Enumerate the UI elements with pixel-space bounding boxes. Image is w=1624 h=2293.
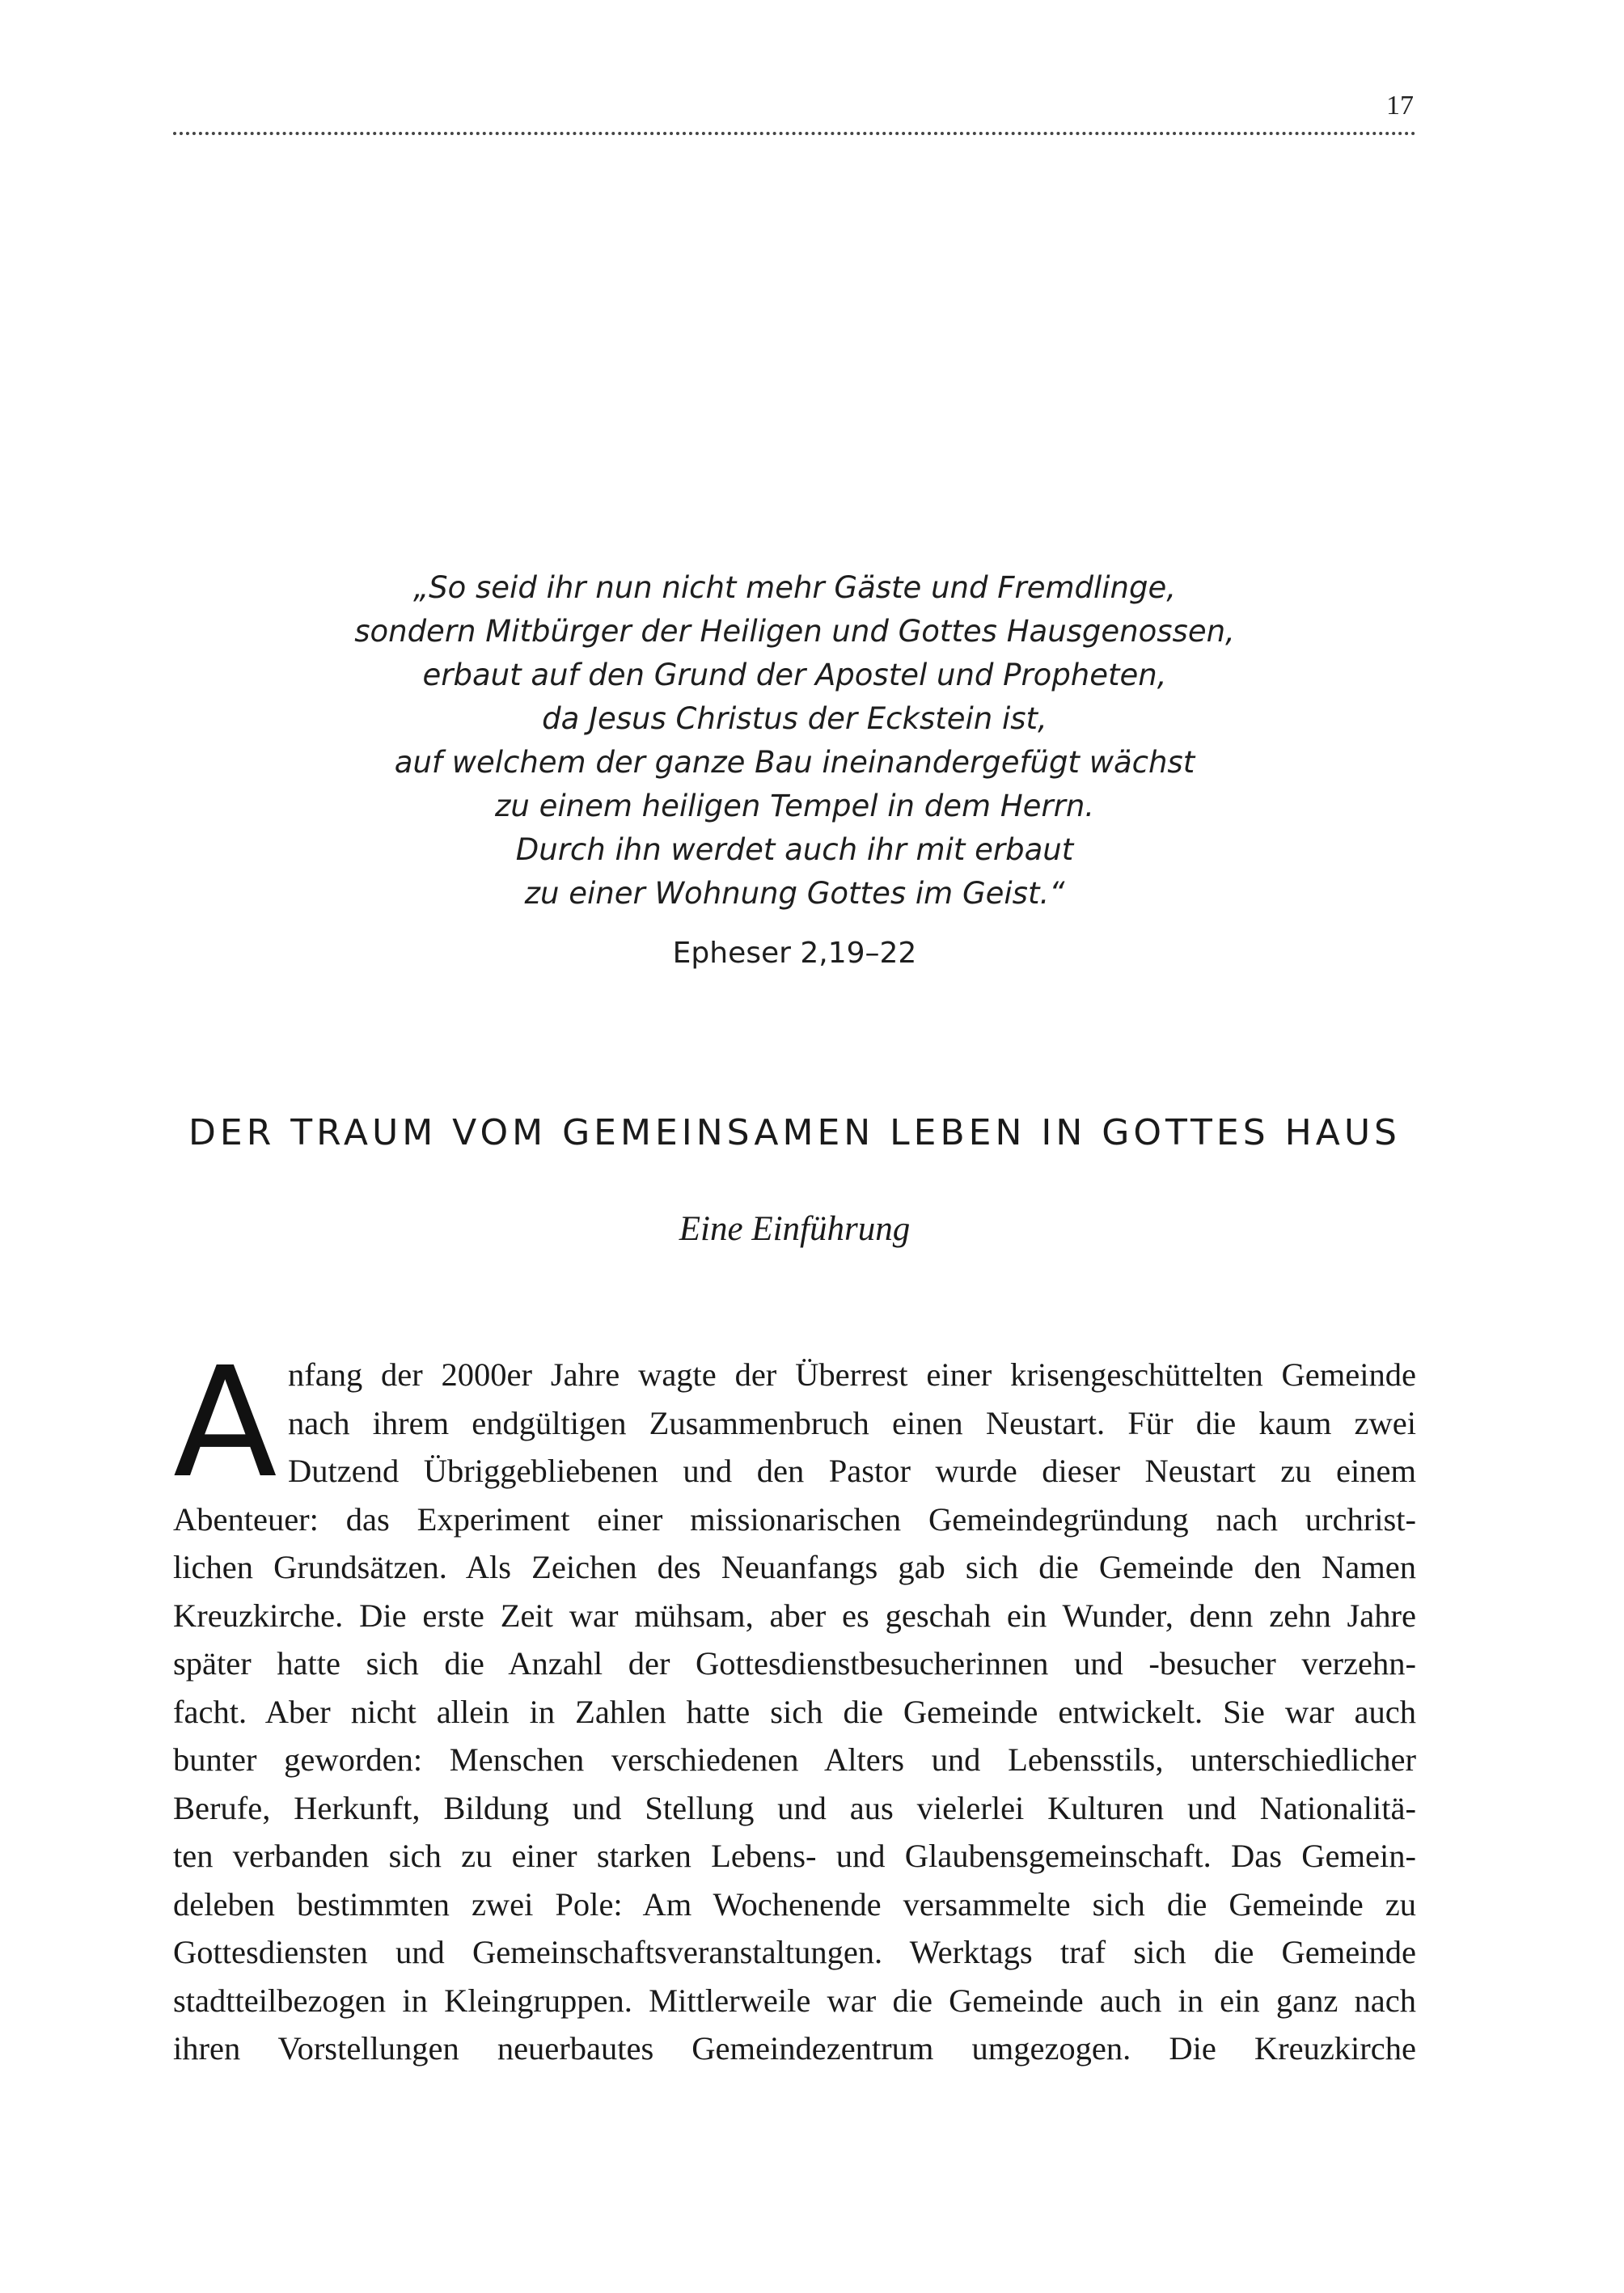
epigraph-line: zu einer Wohnung Gottes im Geist.“ xyxy=(524,876,1065,911)
body-line: nach ihrem endgültigen Zusammenbruch einen Neustart. Für die kaum zwei xyxy=(288,1404,1416,1441)
epigraph-line: da Jesus Christus der Eckstein ist, xyxy=(542,701,1047,736)
epigraph-line: zu einem heiligen Tempel in dem Herrn. xyxy=(494,789,1095,823)
body-line: Gottesdiensten und Gemeinschaftsveranstaltungen. Werktags traf sich die Gemeinde xyxy=(173,1934,1416,1970)
page-number: 17 xyxy=(1386,91,1414,121)
body-line: deleben bestimmten zwei Pole: Am Wochenende versammelte sich die Gemeinde zu xyxy=(173,1885,1416,1923)
chapter-title: DER TRAUM VOM GEMEINSAMEN LEBEN IN GOTTES HAUS xyxy=(188,1112,1401,1153)
header-dotted-rule xyxy=(173,132,1416,135)
drop-cap: A xyxy=(173,1335,277,1512)
epigraph-line: sondern Mitbürger der Heiligen und Gottes Hausgenossen, xyxy=(354,614,1235,649)
epigraph-line: „So seid ihr nun nicht mehr Gäste und Fremdlinge, xyxy=(412,570,1177,605)
body-line: später hatte sich die Anzahl der Gottesdienstbesucherinnen und -besucher verzehn- xyxy=(173,1645,1416,1682)
body-line: lichen Grundsätzen. Als Zeichen des Neuanfangs gab sich die Gemeinde den Namen xyxy=(173,1549,1416,1585)
epigraph-source: Epheser 2,19–22 xyxy=(672,937,917,970)
body-line: ihren Vorstellungen neuerbautes Gemeindezentrum umgezogen. Die Kreuzkirche xyxy=(173,2030,1416,2067)
body-paragraph xyxy=(173,1335,1416,2073)
body-line: Berufe, Herkunft, Bildung und Stellung und aus vielerlei Kulturen und Nationalitä- xyxy=(173,1789,1416,1826)
body-line: Kreuzkirche. Die erste Zeit war mühsam, aber es geschah ein Wunder, denn zehn Jahre xyxy=(173,1597,1416,1634)
body-line: facht. Aber nicht allein in Zahlen hatte sich die Gemeinde entwickelt. Sie war auch xyxy=(173,1693,1416,1730)
epigraph-line: erbaut auf den Grund der Apostel und Propheten, xyxy=(422,658,1167,692)
body-line: bunter geworden: Menschen verschiedenen Alters und Lebensstils, unterschiedlicher xyxy=(173,1741,1416,1778)
body-line: stadtteilbezogen in Kleingruppen. Mittlerweile war die Gemeinde auch in ein ganz nach xyxy=(173,1982,1416,2019)
epigraph-line: auf welchem der ganze Bau ineinandergefügt wächst xyxy=(394,745,1195,780)
body-line: Dutzend Übriggebliebenen und den Pastor wurde dieser Neustart zu einem xyxy=(288,1453,1416,1489)
epigraph-line: Durch ihn werdet auch ihr mit erbaut xyxy=(515,832,1074,867)
epigraph-quote xyxy=(173,566,1416,975)
body-line: Abenteuer: das Experiment einer missionarischen Gemeindegründung nach urchrist- xyxy=(173,1500,1416,1538)
body-line: nfang der 2000er Jahre wagte der Überrest einer krisengeschüttelten Gemeinde xyxy=(288,1356,1416,1393)
chapter-subtitle: Eine Einführung xyxy=(679,1210,911,1248)
body-line: ten verbanden sich zu einer starken Lebens- und Glaubensgemeinschaft. Das Gemein- xyxy=(173,1838,1416,1874)
